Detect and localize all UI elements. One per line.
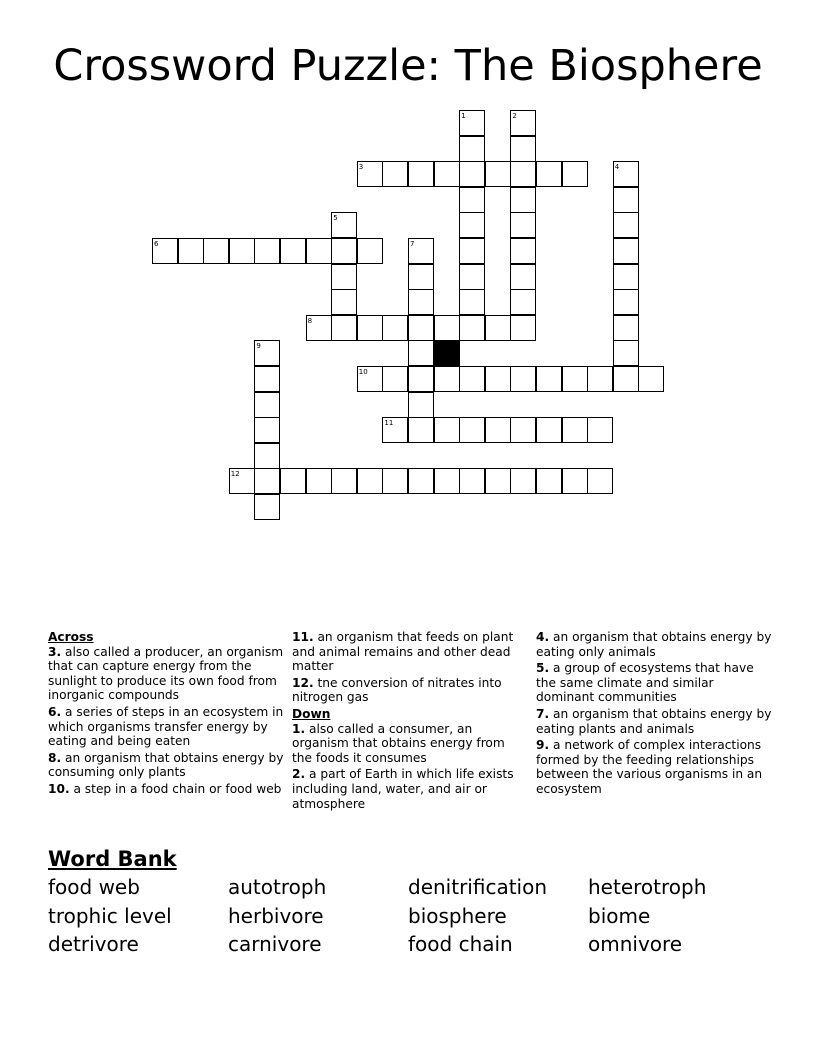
- grid-cell: [613, 161, 639, 187]
- word-bank-item: denitrification: [408, 875, 548, 899]
- grid-cell: [459, 264, 485, 290]
- grid-cell: [510, 187, 536, 213]
- grid-cell: [434, 417, 460, 443]
- grid-cell: [382, 417, 408, 443]
- grid-cell: [434, 366, 460, 392]
- grid-cell: [434, 161, 460, 187]
- grid-cell: [459, 289, 485, 315]
- clues-column-1: [48, 630, 284, 835]
- grid-cell: [485, 468, 511, 494]
- grid-cell: [510, 417, 536, 443]
- grid-cell: [613, 187, 639, 213]
- grid-cell: [510, 238, 536, 264]
- grid-cell: [613, 315, 639, 341]
- clue-down-5: 5. a group of ecosystems that have the same climate and similar dominant communities: [536, 661, 754, 705]
- clue-across-6: 6. a series of steps in an ecosystem in which organisms transfer energy by eating and being eaten: [48, 704, 284, 749]
- grid-cell: [382, 315, 408, 341]
- word-bank-item: food chain: [408, 932, 513, 956]
- grid-cell: [357, 315, 383, 341]
- grid-cell: [254, 417, 280, 443]
- clue-across-10: 10. a step in a food chain or food web: [48, 781, 282, 796]
- grid-cell: [357, 468, 383, 494]
- grid-cell: [203, 238, 229, 264]
- word-bank-item: herbivore: [228, 903, 324, 928]
- grid-cell: [459, 161, 485, 187]
- grid-cell: [408, 289, 434, 315]
- grid-cell: [306, 238, 332, 264]
- grid-cell: [408, 264, 434, 290]
- grid-cell: [280, 468, 306, 494]
- word-bank-item: carnivore: [228, 932, 322, 956]
- grid-cell: [510, 161, 536, 187]
- clue-down-4: 4. an organism that obtains energy by eating only animals: [536, 630, 772, 659]
- grid-cell: [587, 366, 613, 392]
- clue-down-2: 2. a part of Earth in which life exists including land, water, and air or atmosphere: [292, 767, 514, 811]
- clue-number: 3: [358, 163, 364, 172]
- grid-cell: [562, 366, 588, 392]
- grid-cell: [357, 238, 383, 264]
- clue-number: 6: [154, 240, 159, 248]
- grid-cell: [485, 161, 511, 187]
- grid-cell: [254, 238, 280, 264]
- grid-cell: [613, 212, 639, 238]
- page-title: Crossword Puzzle: The Biosphere: [53, 41, 763, 91]
- grid-cell: [613, 340, 639, 366]
- grid-cell: [306, 315, 332, 341]
- grid-cell: [587, 468, 613, 494]
- grid-cell: [510, 366, 536, 392]
- clue-number: 8: [307, 316, 313, 325]
- grid-cell: [382, 366, 408, 392]
- grid-cell: [229, 238, 255, 264]
- word-bank-item: detrivore: [48, 932, 139, 956]
- grid-cell: [510, 264, 536, 290]
- clue-number: 4: [614, 163, 620, 172]
- word-bank-item: heterotroph: [588, 875, 707, 899]
- grid-cell: [510, 468, 536, 494]
- grid-cell: [459, 366, 485, 392]
- grid-cell: [408, 238, 434, 264]
- grid-cell: [613, 289, 639, 315]
- grid-cell: [357, 366, 383, 392]
- grid-cell: [562, 161, 588, 187]
- word-bank-item: omnivore: [588, 932, 683, 956]
- word-bank-item: trophic level: [48, 903, 172, 928]
- grid-cell: [408, 340, 434, 366]
- grid-cell: [510, 212, 536, 238]
- grid-cell: [382, 468, 408, 494]
- clue-down-7: 7. an organism that obtains energy by eating plants and animals: [536, 706, 772, 736]
- clue-across-3: 3. also called a producer, an organism that can capture energy from the sunlight to produce its own food from inorganic compounds: [48, 644, 284, 703]
- grid-cell: [587, 417, 613, 443]
- grid-cell: [331, 238, 357, 264]
- grid-cell: [510, 110, 536, 136]
- clue-across-12: 12. tne conversion of nitrates into nitrogen gas: [292, 675, 502, 705]
- grid-cell: [613, 238, 639, 264]
- grid-cell: [254, 468, 280, 494]
- grid-cell: [536, 417, 562, 443]
- grid-cell: [331, 289, 357, 315]
- grid-cell: [331, 468, 357, 494]
- word-bank-item: biosphere: [408, 903, 507, 928]
- black-square: [434, 340, 460, 366]
- grid-cell: [510, 315, 536, 341]
- grid-cell: [229, 468, 255, 494]
- grid-cell: [562, 468, 588, 494]
- grid-cell: [178, 238, 204, 264]
- grid-cell: [382, 161, 408, 187]
- grid-cell: [459, 238, 485, 264]
- grid-cell: [331, 315, 357, 341]
- grid-cell: [613, 366, 639, 392]
- grid-cell: [536, 468, 562, 494]
- clue-number: 12: [230, 470, 240, 479]
- grid-cell: [408, 161, 434, 187]
- clue-number: 2: [512, 112, 517, 120]
- grid-cell: [434, 468, 460, 494]
- clue-down-1: 1. also called a consumer, an organism that obtains energy from the foods it consumes: [292, 721, 505, 765]
- grid-cell: [408, 468, 434, 494]
- grid-cell: [331, 264, 357, 290]
- grid-cell: [408, 366, 434, 392]
- grid-cell: [485, 315, 511, 341]
- grid-cell: [459, 417, 485, 443]
- grid-cell: [510, 136, 536, 162]
- clue-number: 7: [410, 240, 415, 248]
- word-bank: [48, 845, 768, 959]
- clue-number: 1: [461, 112, 466, 120]
- grid-cell: [638, 366, 664, 392]
- grid-cell: [459, 315, 485, 341]
- grid-cell: [536, 161, 562, 187]
- grid-cell: [434, 315, 460, 341]
- grid-cell: [152, 238, 178, 264]
- word-bank-item: biome: [588, 903, 651, 928]
- grid-cell: [280, 238, 306, 264]
- grid-cell: [408, 392, 434, 418]
- grid-cell: [459, 136, 485, 162]
- grid-cell: [254, 443, 280, 469]
- word-bank-list: [48, 873, 768, 959]
- grid-cell: [536, 366, 562, 392]
- grid-cell: [562, 417, 588, 443]
- grid-cell: [408, 315, 434, 341]
- grid-cell: [306, 468, 332, 494]
- clue-number: 9: [256, 342, 261, 351]
- clue-number: 5: [333, 214, 338, 223]
- clues-section: [48, 630, 778, 835]
- grid-cell: [357, 161, 383, 187]
- grid-cell: [254, 494, 280, 520]
- grid-cell: [459, 468, 485, 494]
- word-bank-item: food web: [48, 875, 140, 899]
- grid-cell: [459, 187, 485, 213]
- word-bank-item: autotroph: [228, 875, 327, 899]
- grid-cell: [254, 366, 280, 392]
- grid-cell: [510, 289, 536, 315]
- down-heading: Down: [292, 706, 331, 721]
- clue-across-11: 11. an organism that feeds on plant and animal remains and other dead matter: [292, 630, 514, 674]
- grid-cell: [485, 366, 511, 392]
- grid-cell: [485, 417, 511, 443]
- across-heading: Across: [48, 630, 94, 644]
- clue-across-8: 8. an organism that obtains energy by consuming only plants: [48, 750, 284, 780]
- grid-cell: [331, 212, 357, 238]
- grid-cell: [613, 264, 639, 290]
- grid-cell: [408, 417, 434, 443]
- clue-number: 10: [358, 368, 368, 376]
- grid-cell: [459, 110, 485, 136]
- grid-cell: [459, 212, 485, 238]
- clue-number: 11: [384, 419, 394, 428]
- grid-cell: [254, 392, 280, 418]
- grid-cell: [254, 340, 280, 366]
- clue-down-9: 9. a network of complex interactions formed by the feeding relationships between the various organisms in an ecosystem: [536, 738, 763, 796]
- clues-column-3: [536, 630, 772, 835]
- clues-column-2: [292, 630, 528, 835]
- word-bank-title: Word Bank: [48, 847, 177, 871]
